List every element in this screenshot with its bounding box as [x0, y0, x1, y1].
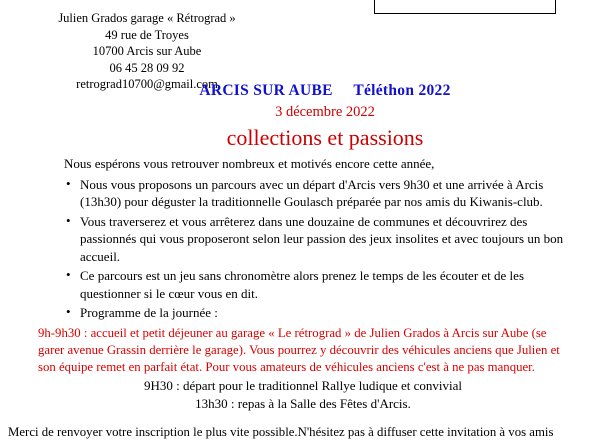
empty-header-box [374, 0, 556, 14]
program-line-1: 9H30 : départ pour le traditionnel Rallye ludique et convivial [143, 377, 463, 393]
event-subtitle: collections et passions [226, 125, 424, 150]
sender-line-3: 10700 Arcis sur Aube [92, 44, 202, 58]
list-item: • Vous traverserez et vous arrêterez dans une douzaine de communes et découvrirez des passionnés qui vous proposeront selon leur passion des jeux insolites et avec toujours un bon accueil. [66, 213, 568, 266]
intro-paragraph: Nous espérons vous retrouver nombreux et motivés encore cette année, [64, 156, 435, 171]
sender-block [22, 10, 272, 93]
sender-email: retrograd10700@gmail.com [76, 77, 218, 91]
list-item: • Programme de la journée : [66, 304, 568, 322]
sender-phone: 06 45 28 09 92 [109, 60, 185, 75]
breakfast-paragraph: 9h-9h30 : accueil et petit déjeuner au garage « Le rétrograd » de Julien Grados à Arcis sur Aube (se garer avenue Grassin derrière le garage). Vous pourrez y découvrir des véhicules anciens que Julien et son équipe remet en parfait état. Pour vous amateurs de véhicules anciens c'est à ne pas manquer. [38, 325, 560, 374]
list-item: • Nous vous proposons un parcours avec un départ d'Arcis vers 9h30 et une arrivée à Arcis (13h30) pour déguster la traditionnelle Goulasch préparée par nos amis du Kiwanis-club. [66, 176, 568, 211]
footer-note: Merci de renvoyer votre inscription le plus vite possible.N'hésitez pas à diffuser cette invitation à vos amis [8, 425, 554, 439]
sender-line-2: 49 rue de Troyes [105, 27, 189, 42]
sender-line-1: Julien Grados garage « Rétrograd » [58, 11, 236, 25]
bullet-list [38, 176, 568, 322]
program-line-2: 13h30 : repas à la Salle des Fêtes d'Arcis. [195, 396, 411, 411]
body-content [38, 155, 568, 413]
event-heading [160, 82, 490, 151]
event-title: ARCIS SUR AUBE Téléthon 2022 [199, 82, 451, 99]
event-date: 3 décembre 2022 [275, 104, 375, 120]
list-item: • Ce parcours est un jeu sans chronomètre alors prenez le temps de les écouter et de les questionner si le cœur vous en dit. [66, 267, 568, 302]
